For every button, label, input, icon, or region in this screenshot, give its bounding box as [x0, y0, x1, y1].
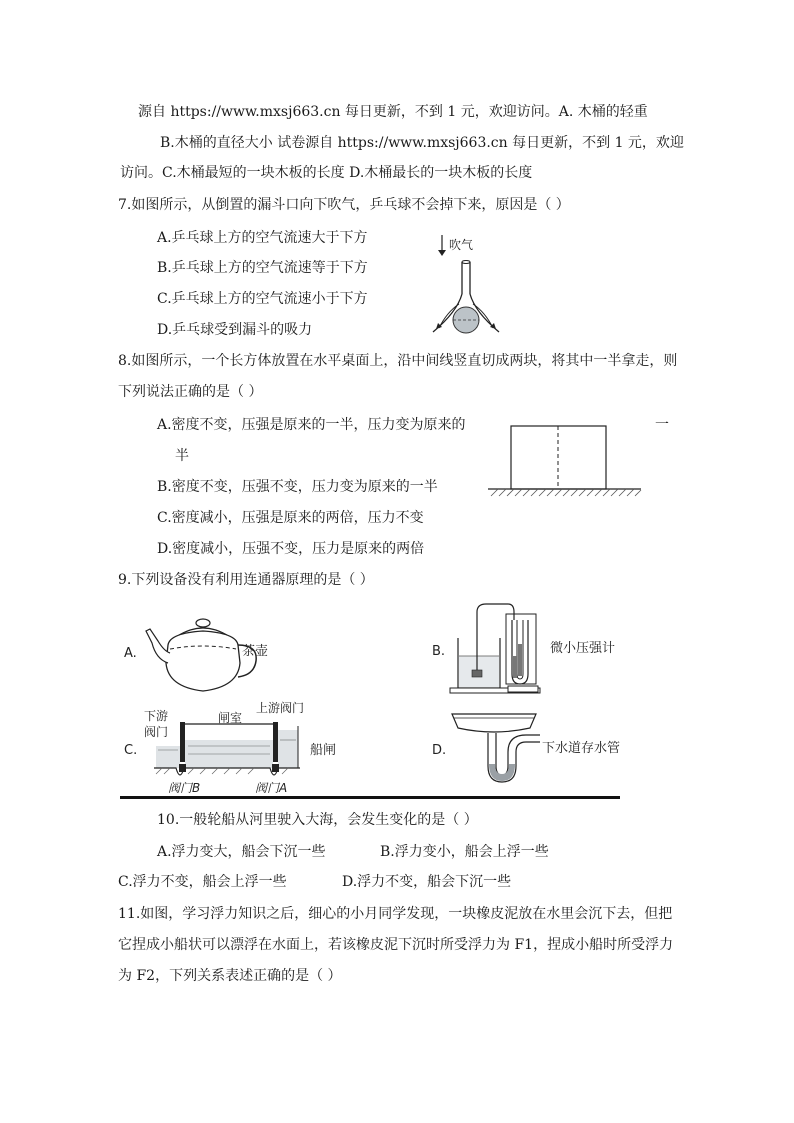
q8-option-c: C.密度减小，压强是原来的两倍，压力不变: [157, 510, 424, 526]
q10-option-a: A.浮力变大，船会下沉一些: [157, 844, 326, 860]
downstream-valve-label-1: 下游: [144, 709, 169, 723]
q10-stem: 10.一般轮船从河里驶入大海，会发生变化的是（ ）: [157, 812, 478, 828]
option-b-letter: B.: [432, 644, 446, 659]
q8-option-b: B.密度不变，压强不变，压力变为原来的一半: [157, 479, 438, 495]
q8-option-d: D.密度减小，压强不变，压力是原来的两倍: [157, 541, 425, 557]
q10-option-b: B.浮力变小，船会上浮一些: [380, 844, 549, 860]
q8-option-a-tail: 一: [655, 417, 669, 433]
q10-option-c: C.浮力不变，船会上浮一些: [118, 874, 287, 890]
teapot-label: 茶壶: [242, 644, 269, 659]
drain-trap-label: 下水道存水管: [542, 741, 621, 756]
q9-stem: 9.下列设备没有利用连通器原理的是（ ）: [118, 572, 374, 588]
ship-lock-figure: [118, 700, 348, 798]
q7-option-a: A.乒乓球上方的空气流速大于下方: [157, 230, 368, 246]
drain-trap-figure: [428, 706, 648, 796]
gate-a-label: 阀门A: [255, 781, 288, 795]
q10-option-d: D.浮力不变，船会下沉一些: [342, 874, 512, 890]
pressure-gauge-figure: [428, 600, 648, 700]
gauge-label: 微小压强计: [550, 641, 616, 656]
q11-line1: 11.如图，学习浮力知识之后，细心的小月同学发现，一块橡皮泥放在水里会沉下去，但把: [118, 906, 673, 922]
q6-line2: B.木桶的直径大小 试卷源自 https://www.mxsj663.cn 每日更新，不到 1 元，欢迎: [160, 135, 684, 151]
option-c-letter: C.: [124, 743, 138, 758]
upstream-valve-label: 上游阀门: [256, 701, 305, 715]
funnel-figure: [425, 232, 515, 344]
q8-stem-line1: 8.如图所示，一个长方体放置在水平桌面上，沿中间线竖直切成两块，将其中一半拿走，则: [118, 353, 678, 369]
q7-option-b: B.乒乓球上方的空气流速等于下方: [157, 260, 368, 276]
q7-option-d: D.乒乓球受到漏斗的吸力: [157, 322, 313, 338]
blow-label: 吹气: [449, 238, 474, 252]
teapot-figure: [118, 605, 308, 700]
q8-option-a: A.密度不变，压强是原来的一半，压力变为原来的: [157, 417, 466, 433]
downstream-valve-label-2: 阀门: [144, 725, 169, 739]
q11-line3: 为 F2，下列关系表述正确的是（ ）: [118, 968, 342, 984]
q7-stem: 7.如图所示，从倒置的漏斗口向下吹气，乒乓球不会掉下来，原因是（ ）: [118, 197, 570, 213]
q8-option-a-wrap: 半: [175, 448, 189, 464]
lock-chamber-label: 闸室: [218, 711, 243, 725]
block-figure: [485, 420, 645, 500]
option-d-letter: D.: [432, 743, 447, 758]
q6-line3: 访问。C.木桶最短的一块木板的长度 D.木桶最长的一块木板的长度: [120, 165, 533, 181]
q8-stem-line2: 下列说法正确的是（ ）: [118, 384, 263, 400]
ship-lock-label: 船闸: [310, 743, 337, 758]
q7-option-c: C.乒乓球上方的空气流速小于下方: [157, 291, 368, 307]
section-divider: [120, 796, 620, 799]
option-a-letter: A.: [124, 646, 137, 661]
gate-b-label: 阀门B: [168, 781, 201, 795]
q6-line1: 源自 https://www.mxsj663.cn 每日更新，不到 1 元，欢迎访问。A. 木桶的轻重: [138, 104, 648, 120]
q11-line2: 它捏成小船状可以漂浮在水面上，若该橡皮泥下沉时所受浮力为 F1，捏成小船时所受浮力: [118, 937, 674, 953]
